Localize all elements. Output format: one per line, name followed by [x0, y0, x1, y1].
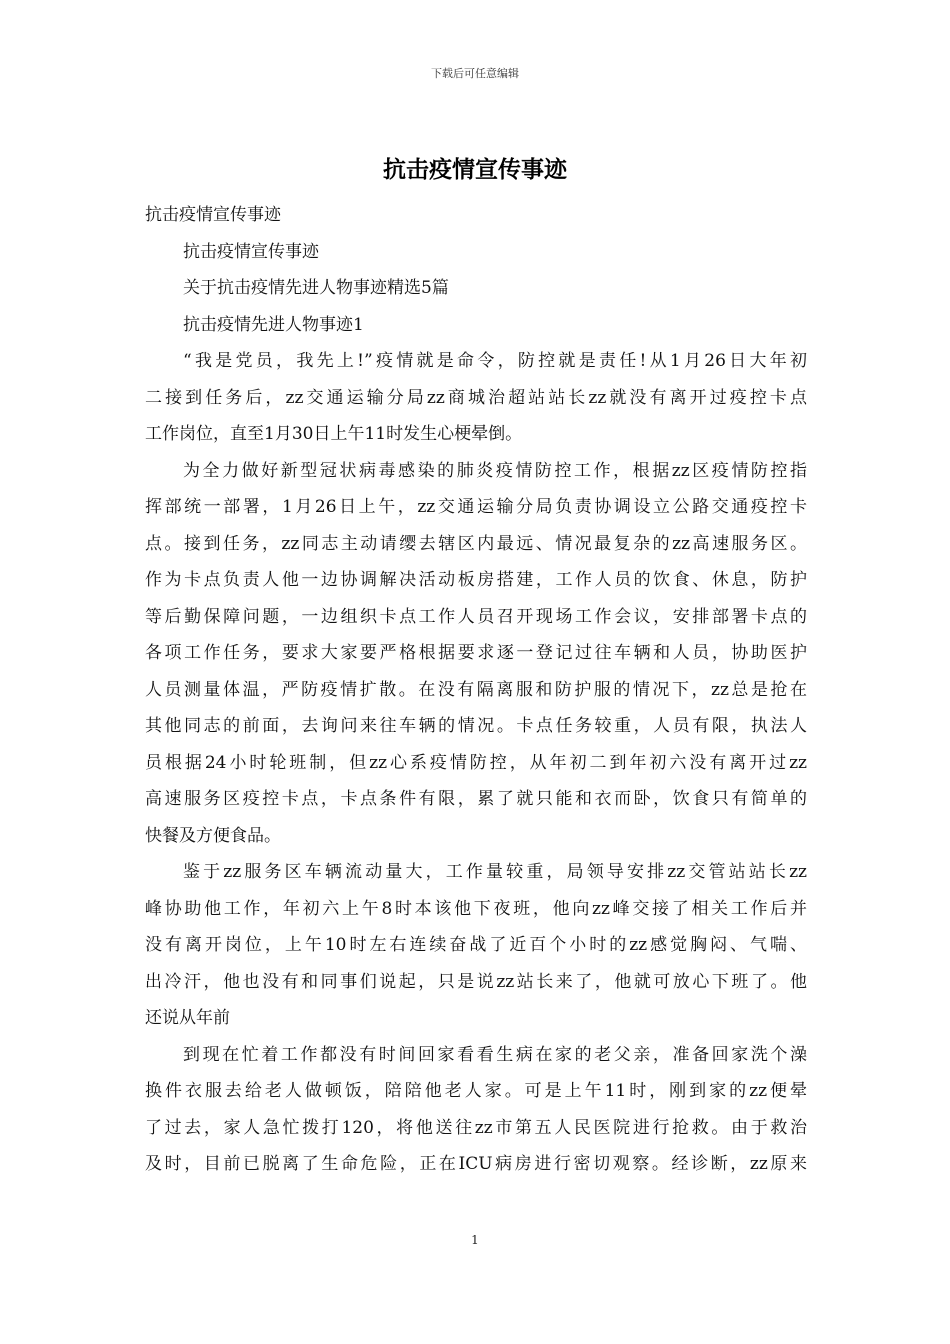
document-body	[145, 197, 807, 1183]
page-number: 1	[471, 1233, 479, 1247]
body-text-line: 工作岗位，直至1月30日上午11时发生心梗晕倒。	[145, 424, 523, 444]
body-text-line: 点。接到任务，zz同志主动请缨去辖区内最远、情况最复杂的zz高速服务区。	[145, 533, 807, 554]
document-title: 抗击疫情宣传事迹	[383, 156, 567, 183]
body-text-line: 员根据24小时轮班制，但zz心系疫情防控，从年初二到年初六没有离开过zz	[145, 752, 807, 773]
body-text-line: 二接到任务后，zz交通运输分局zz商城治超站站长zz就没有离开过疫控卡点	[145, 387, 807, 408]
body-text-line: 关于抗击疫情先进人物事迹精选5篇	[183, 278, 449, 298]
body-text-line: 抗击疫情宣传事迹	[145, 205, 281, 225]
body-text-line: 挥部统一部署，1月26日上午，zz交通运输分局负责协调设立公路交通疫控卡	[145, 497, 807, 517]
body-text-line: 到现在忙着工作都没有时间回家看看生病在家的老父亲，准备回家洗个澡	[183, 1044, 807, 1065]
body-text-line: 高速服务区疫控卡点，卡点条件有限，累了就只能和衣而卧，饮食只有简单的	[145, 789, 807, 809]
body-text-line: 抗击疫情宣传事迹	[183, 241, 319, 262]
body-text-line: 其他同志的前面，去询问来往车辆的情况。卡点任务较重，人员有限，执法人	[145, 716, 807, 736]
body-text-line: 出冷汗，他也没有和同事们说起，只是说zz站长来了，他就可放心下班了。他	[145, 971, 807, 992]
body-text-line: 快餐及方便食品。	[145, 825, 281, 846]
body-text-line: 各项工作任务，要求大家要严格根据要求逐一登记过往车辆和人员，协助医护	[145, 643, 807, 663]
body-text-line: 人员测量体温，严防疫情扩散。在没有隔离服和防护服的情况下，zz总是抢在	[145, 679, 807, 700]
body-text-line: 换件衣服去给老人做顿饭，陪陪他老人家。可是上午11时，刚到家的zz便晕	[145, 1081, 807, 1101]
body-text-line: 峰协助他工作，年初六上午8时本该他下夜班，他向zz峰交接了相关工作后并	[145, 898, 807, 919]
body-text-line: 作为卡点负责人他一边协调解决活动板房搭建，工作人员的饮食、休息，防护	[145, 570, 807, 590]
body-text-line: 等后勤保障问题，一边组织卡点工作人员召开现场工作会议，安排部署卡点的	[145, 606, 807, 627]
body-text-line: 抗击疫情先进人物事迹1	[183, 314, 364, 335]
body-text-line: 鉴于zz服务区车辆流动量大，工作量较重，局领导安排zz交管站站长zz	[183, 862, 807, 882]
body-text-line: 没有离开岗位，上午10时左右连续奋战了近百个小时的zz感觉胸闷、气喘、	[145, 935, 807, 955]
body-text-line: 为全力做好新型冠状病毒感染的肺炎疫情防控工作，根据zz区疫情防控指	[183, 460, 807, 481]
body-text-line: “我是党员，我先上!”疫情就是命令，防控就是责任!从1月26日大年初	[183, 351, 807, 371]
body-text-line: 了过去，家人急忙拨打120，将他送往zz市第五人民医院进行抢救。由于救治	[145, 1117, 807, 1138]
body-text-line: 及时，目前已脱离了生命危险，正在ICU病房进行密切观察。经诊断，zz原来	[145, 1154, 807, 1174]
body-text-line: 还说从年前	[145, 1008, 230, 1028]
page-header-note: 下载后可任意编辑	[431, 67, 519, 80]
